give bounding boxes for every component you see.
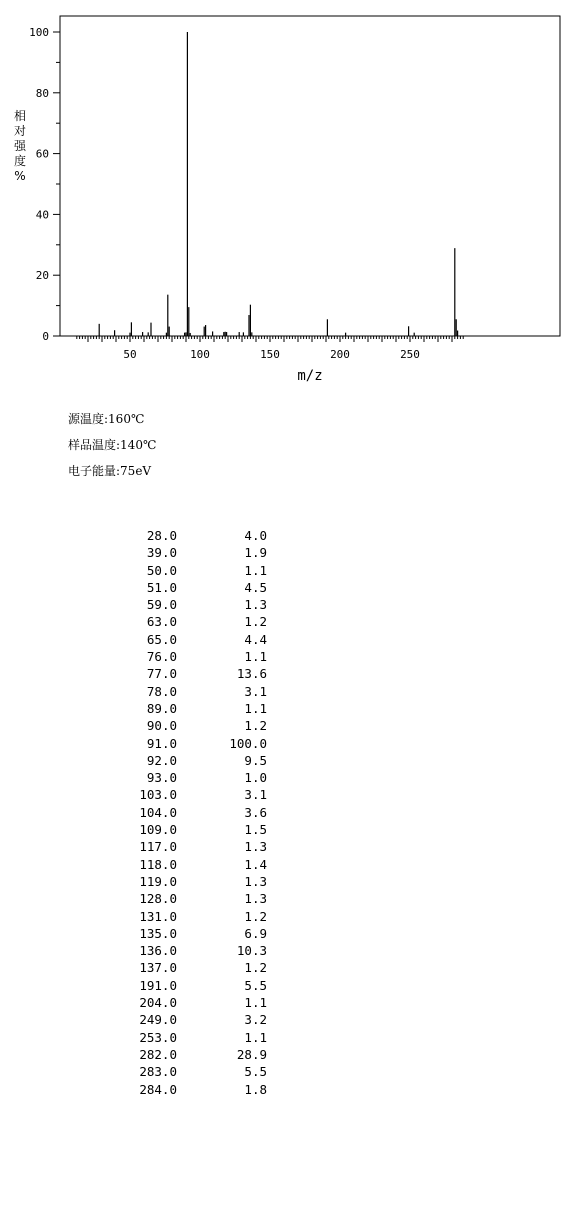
mz-cell: 63.0 xyxy=(146,614,177,630)
mz-cell: 103.0 xyxy=(139,787,177,803)
mz-cell: 109.0 xyxy=(139,822,177,838)
mz-cell: 59.0 xyxy=(146,597,177,613)
y-tick-label: 60 xyxy=(35,147,49,161)
source-temperature: 源温度:160℃ xyxy=(68,412,145,426)
intensity-cell: 28.9 xyxy=(236,1046,267,1062)
intensity-cell: 3.6 xyxy=(244,804,267,820)
intensity-cell: 1.2 xyxy=(244,908,267,924)
y-axis-label xyxy=(14,108,27,183)
y-axis-label-char: 相 xyxy=(13,109,27,123)
table-row xyxy=(100,908,267,925)
intensity-cell: 1.2 xyxy=(244,614,267,630)
table-row xyxy=(100,752,267,769)
mz-cell: 39.0 xyxy=(146,545,177,561)
x-tick-label: 150 xyxy=(260,348,280,361)
sample-temperature: 样品温度:140℃ xyxy=(68,438,157,452)
table-row xyxy=(100,562,267,579)
intensity-cell: 4.5 xyxy=(244,579,267,595)
table-row xyxy=(100,873,267,890)
mz-cell: 93.0 xyxy=(146,770,177,786)
intensity-cell: 100.0 xyxy=(229,735,267,751)
y-axis-label-char: 对 xyxy=(13,124,27,138)
mz-cell: 135.0 xyxy=(139,925,177,941)
intensity-cell: 1.3 xyxy=(244,839,267,855)
intensity-cell: 1.0 xyxy=(244,770,267,786)
mz-cell: 89.0 xyxy=(146,700,177,716)
intensity-cell: 3.1 xyxy=(244,683,267,699)
intensity-cell: 1.1 xyxy=(244,1029,267,1045)
table-row xyxy=(100,786,267,803)
intensity-cell: 1.2 xyxy=(244,718,267,734)
intensity-cell: 4.4 xyxy=(244,631,267,647)
peak-table xyxy=(100,527,267,1098)
table-row xyxy=(100,1063,267,1080)
table-row xyxy=(100,959,267,976)
intensity-cell: 9.5 xyxy=(244,752,267,768)
mz-cell: 78.0 xyxy=(146,683,177,699)
x-tick-label: 100 xyxy=(190,348,210,361)
intensity-cell: 1.1 xyxy=(244,700,267,716)
table-row xyxy=(100,942,267,959)
table-row xyxy=(100,977,267,994)
mz-cell: 249.0 xyxy=(139,1012,177,1028)
y-axis-label-char: 度 xyxy=(13,154,27,168)
table-row xyxy=(100,700,267,717)
intensity-cell: 10.3 xyxy=(236,943,267,959)
table-row xyxy=(100,665,267,682)
y-axis-label-char: % xyxy=(14,169,26,183)
intensity-cell: 5.5 xyxy=(244,977,267,993)
table-row xyxy=(100,735,267,752)
table-row xyxy=(100,925,267,942)
intensity-cell: 1.3 xyxy=(244,891,267,907)
intensity-cell: 13.6 xyxy=(236,666,267,682)
mz-cell: 91.0 xyxy=(146,735,177,751)
y-axis-label-char: 强 xyxy=(13,139,27,153)
intensity-cell: 1.3 xyxy=(244,873,267,889)
table-row xyxy=(100,769,267,786)
intensity-cell: 3.1 xyxy=(244,787,267,803)
table-row xyxy=(100,890,267,907)
table-row xyxy=(100,596,267,613)
table-row xyxy=(100,579,267,596)
mz-cell: 283.0 xyxy=(139,1064,177,1080)
mz-cell: 65.0 xyxy=(146,631,177,647)
y-tick-label: 40 xyxy=(35,208,49,222)
intensity-cell: 3.2 xyxy=(244,1012,267,1028)
y-tick-label: 20 xyxy=(35,269,49,283)
x-tick-label: 250 xyxy=(400,348,420,361)
intensity-cell: 4.0 xyxy=(244,528,267,543)
table-row xyxy=(100,994,267,1011)
table-row xyxy=(100,1029,267,1046)
intensity-cell: 1.1 xyxy=(244,995,267,1011)
y-tick-label: 0 xyxy=(42,330,49,343)
intensity-cell: 1.2 xyxy=(244,960,267,976)
y-tick-label: 80 xyxy=(35,86,49,100)
mz-cell: 76.0 xyxy=(146,649,177,665)
mz-cell: 118.0 xyxy=(139,856,177,872)
x-axis-label: m/z xyxy=(297,368,323,384)
table-row xyxy=(100,544,267,561)
intensity-cell: 1.8 xyxy=(244,1081,267,1097)
x-tick-label: 50 xyxy=(123,348,137,361)
mz-cell: 131.0 xyxy=(139,908,177,924)
mz-cell: 117.0 xyxy=(139,839,177,855)
table-row xyxy=(100,613,267,630)
table-row xyxy=(100,856,267,873)
plot-frame xyxy=(60,16,560,336)
table-row xyxy=(100,1046,267,1063)
intensity-cell: 1.1 xyxy=(244,649,267,665)
electron-energy: 电子能量:75eV xyxy=(68,464,152,478)
intensity-cell: 1.9 xyxy=(244,545,267,561)
mz-cell: 50.0 xyxy=(146,562,177,578)
table-row xyxy=(100,821,267,838)
mz-cell: 253.0 xyxy=(139,1029,177,1045)
mz-cell: 77.0 xyxy=(146,666,177,682)
y-tick-label: 100 xyxy=(29,26,49,39)
mz-cell: 92.0 xyxy=(146,752,177,768)
mass-spectrum-chart xyxy=(0,0,570,400)
intensity-cell: 1.3 xyxy=(244,597,267,613)
table-row xyxy=(100,683,267,700)
mz-cell: 191.0 xyxy=(139,977,177,993)
table-row xyxy=(100,527,267,544)
intensity-cell: 5.5 xyxy=(244,1064,267,1080)
mz-cell: 284.0 xyxy=(139,1081,177,1097)
mz-cell: 119.0 xyxy=(139,873,177,889)
mz-cell: 204.0 xyxy=(139,995,177,1011)
table-row xyxy=(100,1081,267,1098)
intensity-cell: 1.5 xyxy=(244,822,267,838)
table-row xyxy=(100,717,267,734)
table-row xyxy=(100,804,267,821)
mz-cell: 136.0 xyxy=(139,943,177,959)
mz-cell: 137.0 xyxy=(139,960,177,976)
table-row xyxy=(100,838,267,855)
mz-cell: 51.0 xyxy=(146,579,177,595)
mz-cell: 104.0 xyxy=(139,804,177,820)
table-row xyxy=(100,648,267,665)
x-tick-label: 200 xyxy=(330,348,350,361)
mz-cell: 282.0 xyxy=(139,1046,177,1062)
table-row xyxy=(100,1011,267,1028)
mz-cell: 128.0 xyxy=(139,891,177,907)
intensity-cell: 1.4 xyxy=(244,856,267,872)
mz-cell: 90.0 xyxy=(146,718,177,734)
intensity-cell: 1.1 xyxy=(244,562,267,578)
intensity-cell: 6.9 xyxy=(244,925,267,941)
mz-cell: 28.0 xyxy=(146,528,177,543)
table-row xyxy=(100,631,267,648)
